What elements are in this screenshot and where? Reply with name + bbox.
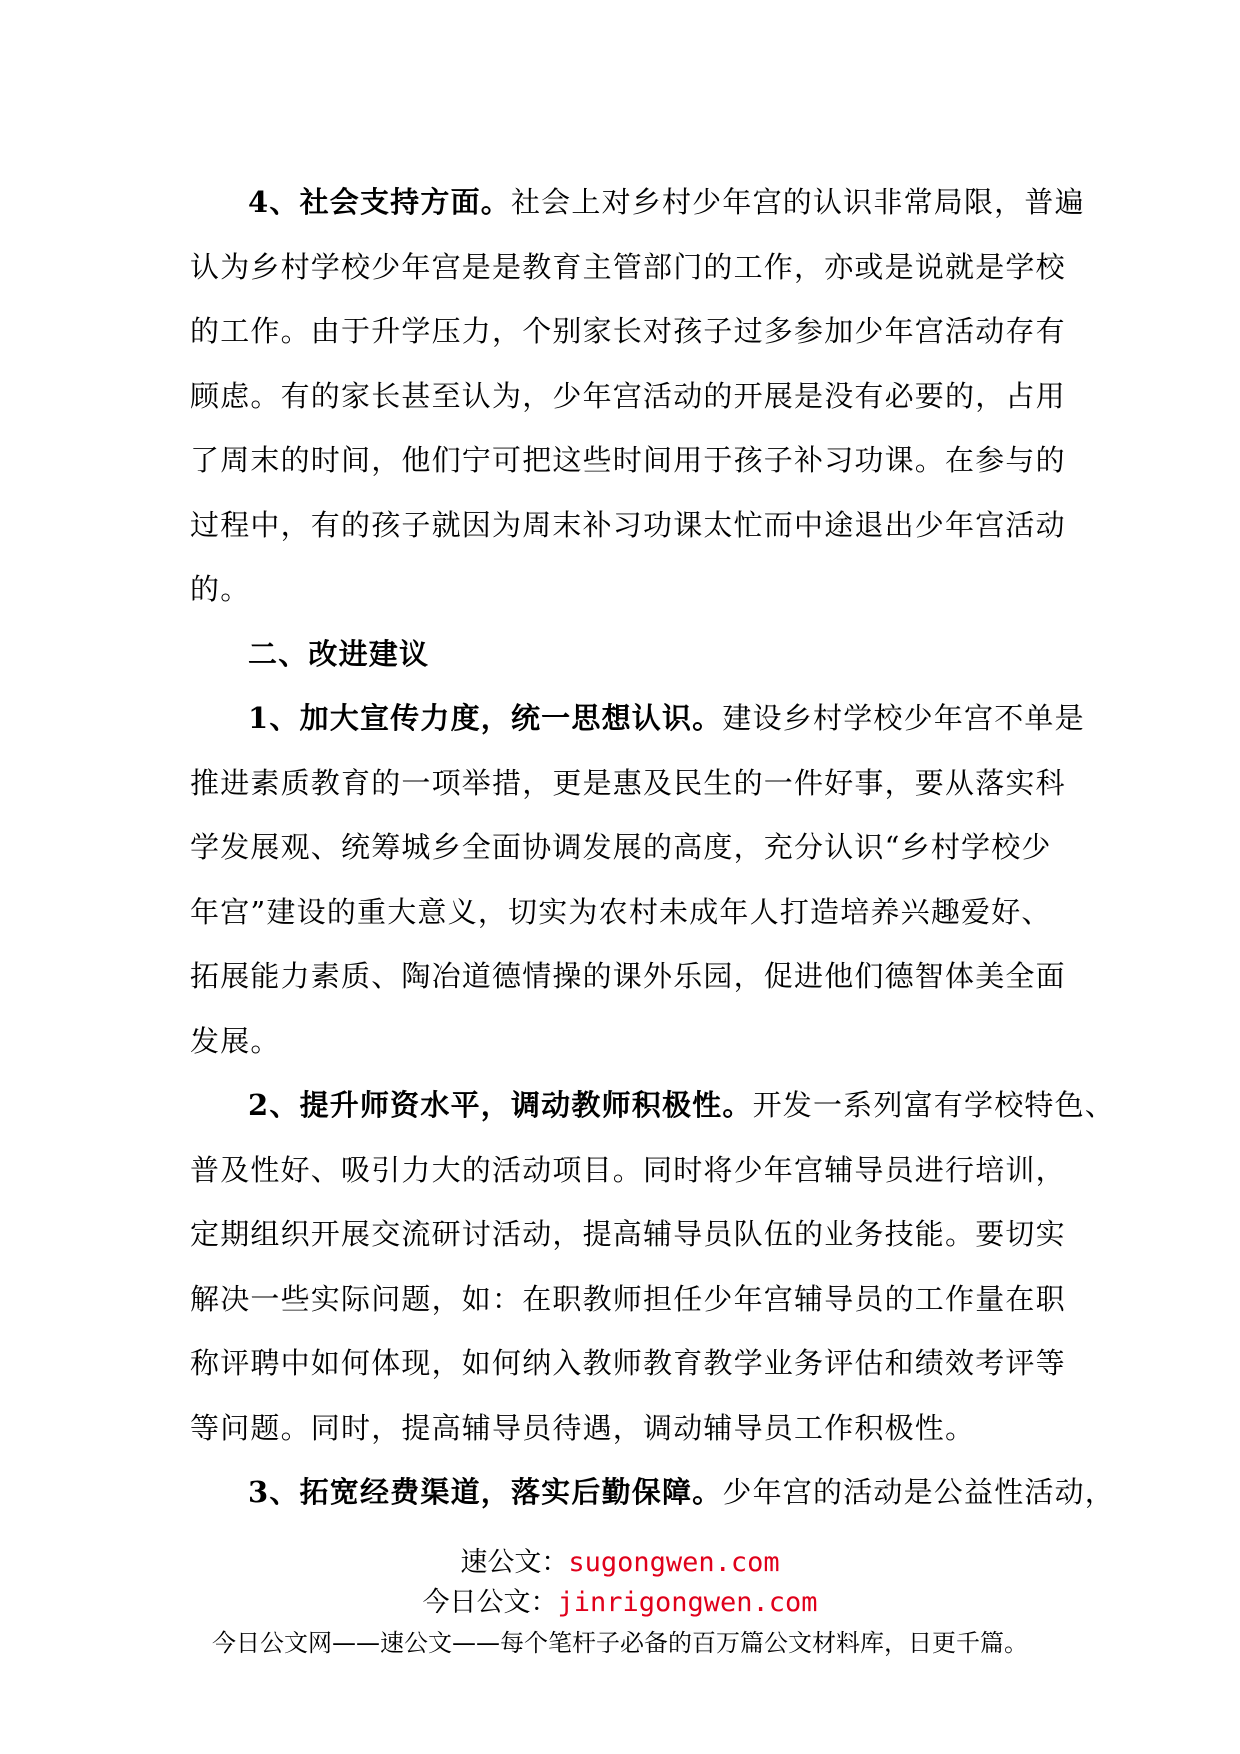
footer-tagline: 今日公文网——速公文——每个笔杆子必备的百万篇公文材料库，日更千篇。 xyxy=(212,1629,1028,1657)
paragraph-line: 推进素质教育的一项举措，更是惠及民生的一件好事，要从落实科 xyxy=(190,765,1066,800)
paragraph-line: 了周末的时间，他们宁可把这些时间用于孩子补习功课。在参与的 xyxy=(190,443,1066,477)
footer-link-sugongwen[interactable]: sugongwen.com xyxy=(568,1547,780,1578)
paragraph-line: 普及性好、吸引力大的活动项目。同时将少年宫辅导员进行培训， xyxy=(190,1152,1066,1187)
footer-link-jinrigongwen[interactable]: jinrigongwen.com xyxy=(557,1587,818,1618)
paragraph-line: 解决一些实际问题，如：在职教师担任少年宫辅导员的工作量在职 xyxy=(190,1281,1066,1316)
paragraph-line xyxy=(190,1073,1115,1138)
paragraph-line: 拓展能力素质、陶冶道德情操的课外乐园，促进他们德智体美全面 xyxy=(190,959,1066,993)
paragraph-line: 顾虑。有的家长甚至认为，少年宫活动的开展是没有必要的，占用 xyxy=(190,378,1066,413)
paragraph-line: 发展。 xyxy=(190,1023,281,1058)
paragraph-line xyxy=(190,170,1085,235)
paragraph-line: 年宫”建设的重大意义，切实为农村未成年人打造培养兴趣爱好、 xyxy=(190,894,1052,929)
paragraph-heading: 1、加大宣传力度，统一思想认识。 xyxy=(248,701,723,735)
paragraph-line xyxy=(190,686,1085,751)
paragraph-text: 社会上对乡村少年宫的认识非常局限，普遍 xyxy=(510,185,1085,219)
section-heading: 二、改进建议 xyxy=(248,636,430,671)
paragraph-heading: 4、社会支持方面。 xyxy=(248,185,511,219)
paragraph-line: 称评聘中如何体现，如何纳入教师教育教学业务评估和绩效考评等 xyxy=(190,1346,1066,1380)
paragraph-heading: 3、拓宽经费渠道，落实后勤保障。 xyxy=(248,1475,723,1509)
paragraph-line xyxy=(190,1460,1115,1525)
paragraph-line: 学发展观、统筹城乡全面协调发展的高度，充分认识“乡村学校少 xyxy=(190,830,1052,864)
footer-label: 今日公文： xyxy=(422,1587,558,1618)
footer-jinrigongwen xyxy=(0,1585,1240,1621)
paragraph-line: 等问题。同时，提高辅导员待遇，调动辅导员工作积极性。 xyxy=(190,1410,976,1445)
paragraph-text: 少年宫的活动是公益性活动， xyxy=(722,1475,1115,1509)
paragraph-line: 认为乡村学校少年宫是是教育主管部门的工作，亦或是说就是学校 xyxy=(190,249,1066,284)
paragraph-heading: 2、提升师资水平，调动教师积极性。 xyxy=(248,1088,753,1122)
document-body xyxy=(190,170,1115,1525)
footer-label: 速公文： xyxy=(460,1547,569,1578)
paragraph-line: 的。 xyxy=(190,572,251,606)
footer-sugongwen xyxy=(0,1545,1240,1581)
paragraph-text: 开发一系列富有学校特色、 xyxy=(752,1088,1115,1122)
paragraph-line: 过程中，有的孩子就因为周末补习功课太忙而中途退出少年宫活动 xyxy=(190,507,1066,542)
paragraph-line: 定期组织开展交流研讨活动，提高辅导员队伍的业务技能。要切实 xyxy=(190,1217,1066,1251)
paragraph-text: 建设乡村学校少年宫不单是 xyxy=(722,701,1085,735)
paragraph-line: 的工作。由于升学压力，个别家长对孩子过多参加少年宫活动存有 xyxy=(190,314,1066,348)
